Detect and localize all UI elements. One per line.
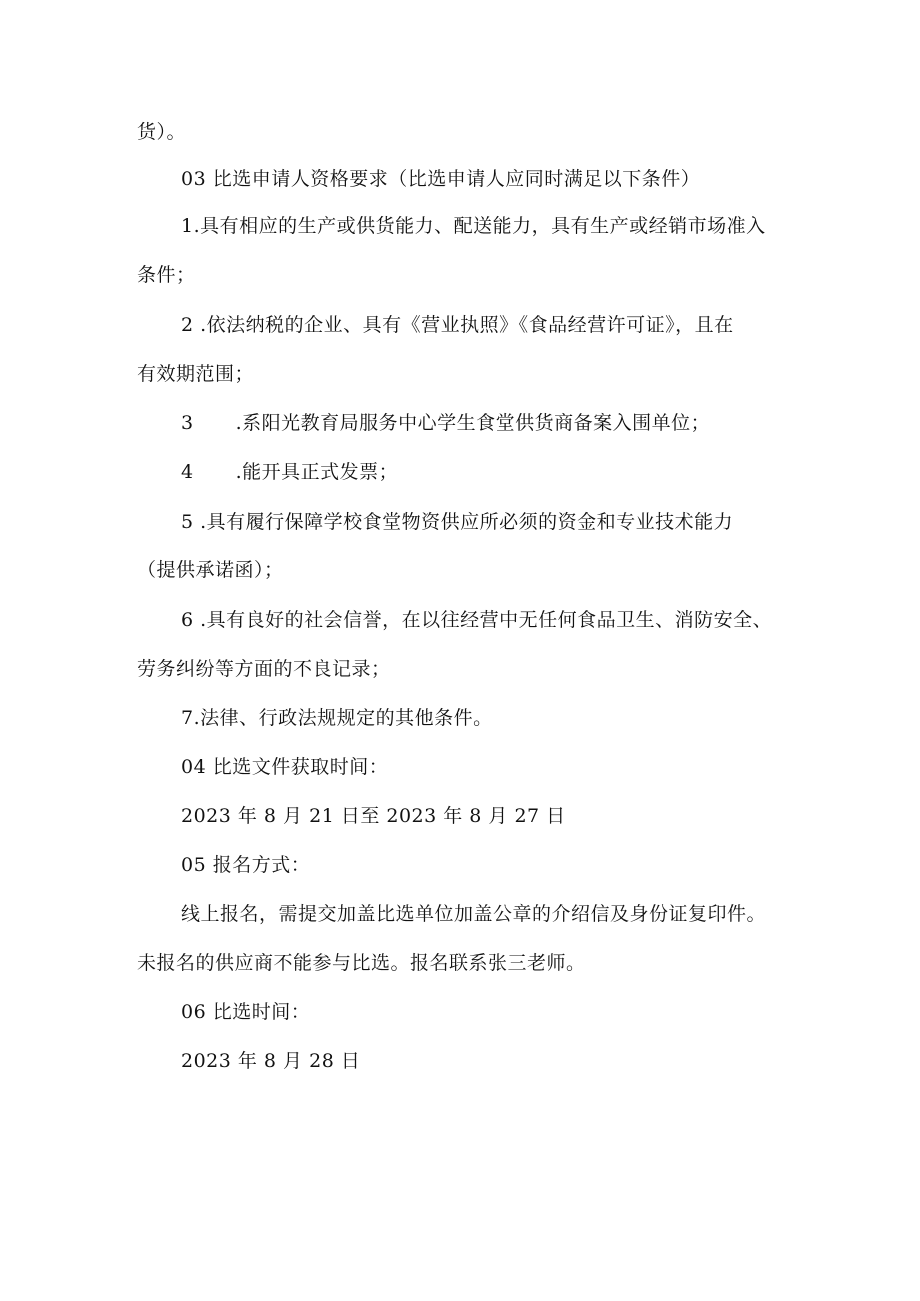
requirement-6-continuation: 劳务纠纷等方面的不良记录； xyxy=(137,658,391,680)
requirement-4-text: .能开具正式发票； xyxy=(235,461,399,483)
section-heading-03: 03 比选申请人资格要求（比选申请人应同时满足以下条件） xyxy=(181,168,701,190)
requirement-4-number: 4 xyxy=(181,461,194,483)
requirement-6-line: 6 .具有良好的社会信誉，在以往经营中无任何食品卫生、消防安全、 xyxy=(181,609,773,631)
requirement-3-line xyxy=(181,411,710,435)
requirement-2-continuation: 有效期范围； xyxy=(137,363,255,385)
requirement-3-number: 3 xyxy=(181,412,194,434)
registration-method-continuation: 未报名的供应商不能参与比选。报名联系张三老师。 xyxy=(137,952,586,974)
registration-method-line: 线上报名，需提交加盖比选单位加盖公章的介绍信及身份证复印件。 xyxy=(181,903,767,925)
selection-date: 2023 年 8 月 28 日 xyxy=(181,1050,361,1072)
requirement-2-line: 2 .依法纳税的企业、具有《营业执照》《食品经营许可证》，且在 xyxy=(181,314,734,336)
document-acquisition-dates: 2023 年 8 月 21 日至 2023 年 8 月 27 日 xyxy=(181,805,566,827)
requirement-7-line: 7.法律、行政法规规定的其他条件。 xyxy=(181,707,493,729)
requirement-5-line: 5 .具有履行保障学校食堂物资供应所必须的资金和专业技术能力 xyxy=(181,511,734,533)
section-heading-06: 06 比选时间： xyxy=(181,1001,311,1023)
requirement-3-text: .系阳光教育局服务中心学生食堂供货商备案入围单位； xyxy=(235,412,711,434)
section-heading-04: 04 比选文件获取时间： xyxy=(181,756,389,778)
section-heading-05: 05 报名方式： xyxy=(181,854,311,876)
requirement-5-continuation: （提供承诺函）； xyxy=(137,559,284,581)
requirement-1-line: 1.具有相应的生产或供货能力、配送能力，具有生产或经销市场准入 xyxy=(181,215,766,237)
requirement-1-continuation: 条件； xyxy=(137,264,196,286)
paragraph-line: 货）。 xyxy=(137,121,187,143)
requirement-4-line xyxy=(181,460,398,484)
